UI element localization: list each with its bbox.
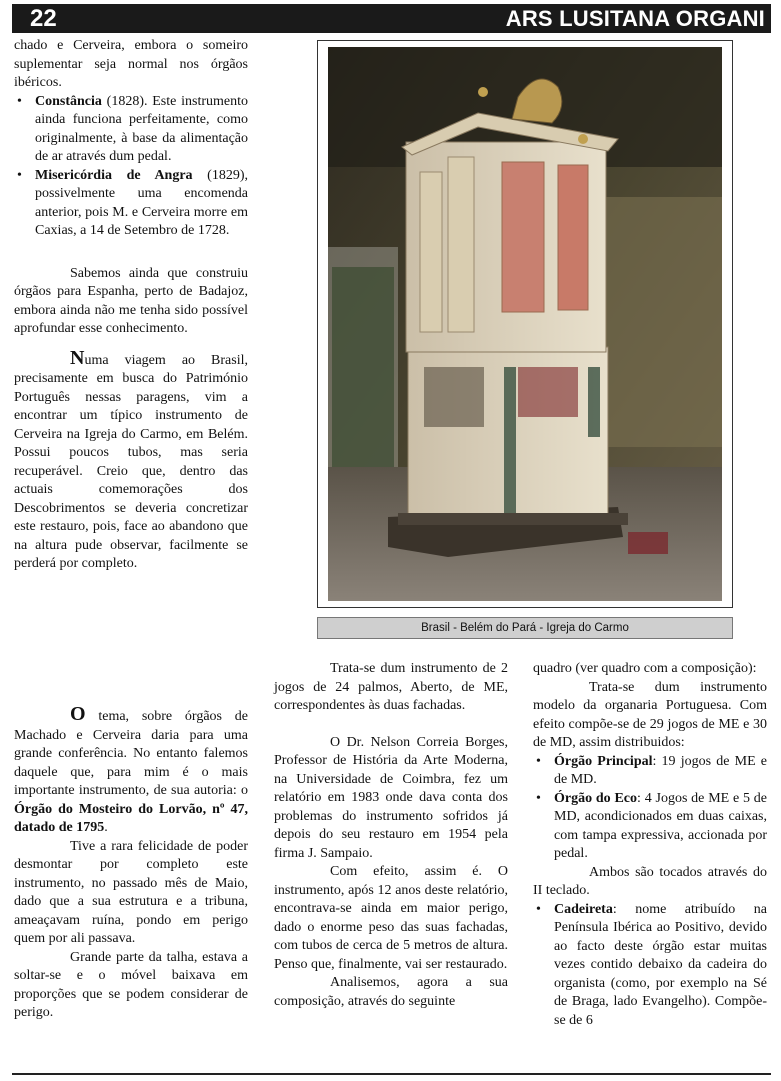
paragraph: Ambos são tocados através do II teclado.: [533, 864, 767, 898]
list-item: [35, 93, 248, 167]
paragraph: Sabemos ainda que construiu órgãos para Espanha, perto de Badajoz, embora ainda não me tenha sido possível aprofundar esse conhecimento.: [14, 265, 248, 336]
paragraph: quadro (ver quadro com a composição):: [533, 661, 757, 676]
list-item: [554, 790, 767, 864]
bullet-list: [533, 753, 767, 864]
list-item-title: Órgão do Eco: [554, 790, 638, 806]
list-item: [554, 901, 767, 1031]
list-item-title: Constância: [35, 93, 102, 109]
bullet-list: [14, 93, 248, 241]
list-item-text: : 19 jogos de ME e de MD.: [554, 753, 768, 787]
bullet-list: [533, 901, 767, 1031]
left-column-lower: [14, 705, 248, 1023]
list-item: [35, 167, 248, 241]
page-header: [12, 4, 771, 33]
paragraph: O tema, sobre órgãos de Machado e Cerveira daria para uma grande conferência. No entanto falemos daquele que, para mim é o mais importante instrumento, de sua autoria: o Órgão do Mosteiro do Lorvão, nº 47, datado de 1795.: [14, 703, 248, 835]
list-item-text: : nome atribuído na Península Ibérica ao Positivo, devido ao facto deste órgão estar muitas vezes contido debaixo da cadeira do organista (como, por exemplo na Sé de Braga, lado Evangelho). Compõe-se de 6: [554, 901, 767, 1028]
list-item-title: Cadeireta: [554, 901, 613, 917]
list-item-title: Misericórdia de Angra: [35, 167, 193, 183]
page-number: 22: [30, 5, 57, 32]
list-item-text: (1828). Este instrumento ainda funciona perfeitamente, como originalmente, à base da alimentação de ar através dum pedal.: [35, 93, 248, 164]
bold-phrase: Órgão do Mosteiro do Lorvão, nº 47, datado de 1795: [14, 801, 248, 835]
drop-cap: N: [70, 346, 85, 369]
list-item-title: Órgão Principal: [554, 753, 653, 769]
list-item-text: (1829), possivelmente uma encomenda anterior, pois M. e Cerveira morre em Caxias, a 14 de Setembro de 1728.: [35, 167, 249, 238]
paragraph: Analisemos, agora a sua composição, através do seguinte: [274, 975, 508, 1009]
photo-caption: Brasil - Belém do Pará - Igreja do Carmo: [317, 617, 733, 639]
photo-frame: [317, 40, 733, 608]
paragraph: Trata-se dum instrumento modelo da organaria Portuguesa. Com efeito compõe-se de 29 jogos de ME e 30 de MD, assim distribuidos:: [533, 679, 767, 750]
drop-cap: O: [70, 703, 86, 725]
paragraph: Grande parte da talha, estava a soltar-se e o móvel baixava em proporções que se podem considerar de perigo.: [14, 949, 248, 1020]
right-column: [533, 660, 767, 1030]
paragraph: Numa viagem ao Brasil, precisamente em busca do Património Português nessas paragens, vim a encontrar um típico instrumento de Cerveira na Igreja do Carmo, em Belém. Possui poucos tubos, mas seria recuperável. Creio que, dentro das actuais comemorações dos Descobrimentos se deveria concretizar este restauro, pois, face ao abandono que na altura pude observar, facilmente se perderá por completo.: [14, 346, 248, 571]
organ-photo: [328, 47, 722, 601]
left-column: [14, 37, 248, 574]
paragraph: Trata-se dum instrumento de 2 jogos de 24 palmos, Aberto, de ME, correspondentes às duas fachadas.: [274, 661, 508, 713]
paragraph: Com efeito, assim é. O instrumento, após 12 anos deste relatório, encontrava-se ainda em maior perigo, dado o enorme peso das suas fachadas, com tubos de cerca de 5 metros de altura. Penso que, finalmente, vai ser restaurado.: [274, 864, 508, 972]
middle-column: [274, 660, 508, 1011]
paragraph: chado e Cerveira, embora o someiro suplementar seja normal nos órgãos ibéricos.: [14, 38, 248, 90]
list-item-text: : 4 Jogos de ME e 5 de MD, acondicionados em duas caixas, com tampa expressiva, accionada por pedal.: [554, 790, 767, 861]
paragraph: Tive a rara felicidade de poder desmontar por completo este instrumento, no passado mês de Maio, dado que a sua estrutura e a tribuna, ameaçavam ruína, pondo em perigo quem por ali passava.: [14, 838, 248, 946]
bottom-rule: [12, 1073, 771, 1075]
paragraph: O Dr. Nelson Correia Borges, Professor de História da Arte Moderna, na Universidade de Coimbra, fez um relatório em 1983 onde dava conta dos problemas do instrumento sofridos já depois do seu restauro em 1954 pela firma J. Sampaio.: [274, 734, 508, 861]
journal-title: ARS LUSITANA ORGANI: [505, 6, 765, 31]
list-item: [554, 753, 767, 790]
